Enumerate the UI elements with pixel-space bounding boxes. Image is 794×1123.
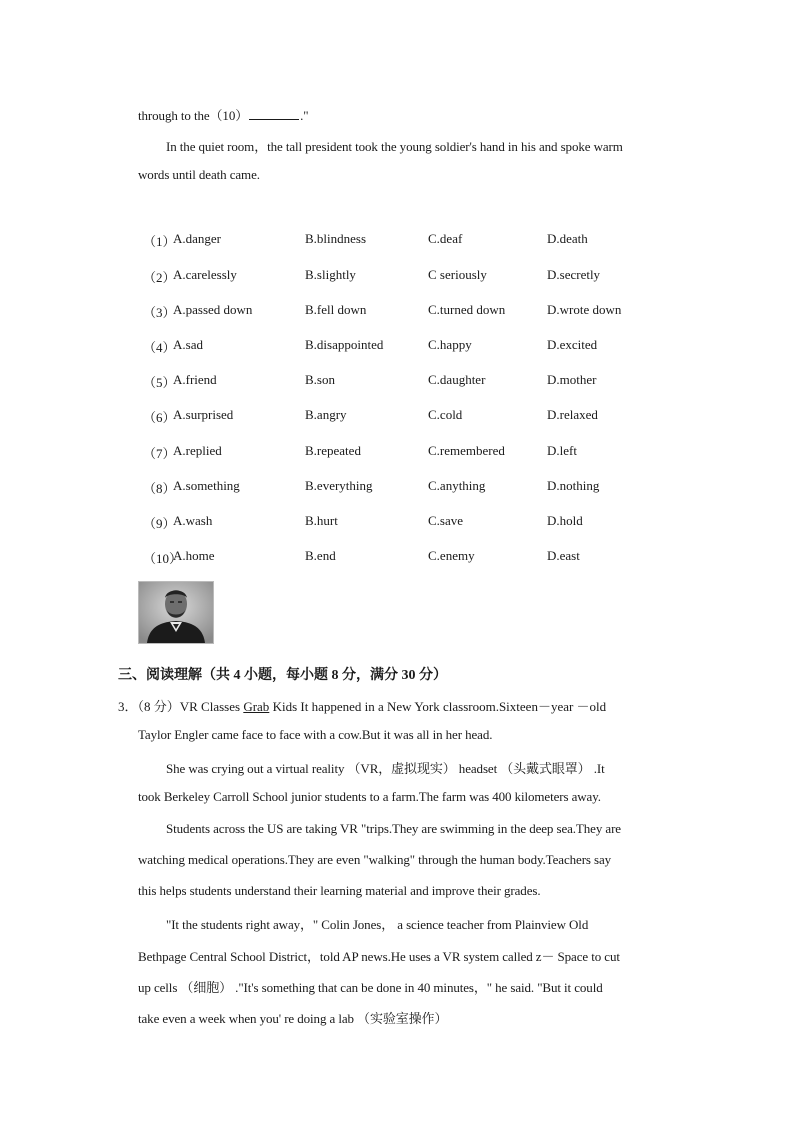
option-b: B.blindness [305, 231, 367, 246]
question-number: （9） [143, 516, 176, 531]
paragraph-line: take even a week when you' re doing a lab （实验室操作） [138, 1011, 448, 1026]
option-d: D.wrote down [547, 302, 622, 317]
option-a: A.friend [173, 372, 217, 387]
question-number: （7） [143, 446, 176, 461]
option-a: A.carelessly [173, 267, 237, 282]
paragraph-line: Students across the US are taking VR "trips.They are swimming in the deep sea.They are [166, 821, 621, 836]
question-number: （10） [143, 551, 183, 566]
option-b: B.repeated [305, 443, 361, 458]
option-b: B.hurt [305, 513, 338, 528]
option-c: C.remembered [428, 443, 505, 458]
option-a: A.passed down [173, 302, 253, 317]
option-d: D.east [547, 548, 580, 563]
section-heading: 三、阅读理解（共 4 小题，每小题 8 分，满分 30 分） [118, 668, 447, 683]
option-a: A.replied [173, 443, 222, 458]
paragraph-line: "It the students right away，" Colin Jones， a science teacher from Plainview Old [166, 917, 589, 932]
question-number: （8） [143, 481, 176, 496]
option-c: C.turned down [428, 302, 506, 317]
option-a: A.surprised [173, 407, 234, 422]
option-d: D.secretly [547, 267, 601, 282]
paragraph-line: words until death came. [138, 167, 260, 182]
option-c: C seriously [428, 267, 487, 282]
question-number: （2） [143, 270, 176, 285]
paragraph-line: Bethpage Central School District，told AP news.He uses a VR system called z－ Space to cut [138, 949, 620, 964]
paragraph-line: took Berkeley Carroll School junior students to a farm.The farm was 400 kilometers away. [138, 789, 601, 804]
option-b: B.son [305, 372, 335, 387]
cloze-ending-suffix: ." [300, 108, 309, 123]
option-c: C.enemy [428, 548, 475, 563]
question-3-title-line [118, 696, 674, 715]
option-b: B.everything [305, 478, 373, 493]
option-b: B.angry [305, 407, 347, 422]
underlined-word: Grab [243, 699, 270, 714]
question-3-title [118, 696, 606, 715]
question-number: （1） [143, 234, 176, 249]
option-a: A.something [173, 478, 240, 493]
option-a: A.sad [173, 337, 203, 352]
option-d: D.left [547, 443, 577, 458]
option-b: B.disappointed [305, 337, 384, 352]
cloze-ending-text: through to the（10） [138, 108, 249, 123]
option-d: D.nothing [547, 478, 600, 493]
option-c: C.deaf [428, 231, 463, 246]
option-c: C.save [428, 513, 464, 528]
option-c: C.daughter [428, 372, 486, 387]
option-a: A.wash [173, 513, 213, 528]
option-a: A.danger [173, 231, 222, 246]
option-d: D.relaxed [547, 407, 598, 422]
option-b: B.fell down [305, 302, 367, 317]
option-d: D.death [547, 231, 588, 246]
option-c: C.happy [428, 337, 472, 352]
question-number: （4） [143, 340, 176, 355]
option-b: B.slightly [305, 267, 356, 282]
paragraph-line: She was crying out a virtual reality （VR，虚拟现实） headset （头戴式眼罩） .It [166, 761, 605, 776]
question-3-label: 3．（8 分）VR Classes [118, 699, 244, 714]
option-d: D.excited [547, 337, 598, 352]
option-d: D.mother [547, 372, 597, 387]
paragraph-line: watching medical operations.They are even "walking" through the human body.Teachers say [138, 852, 612, 867]
cloze-ending-line [138, 105, 309, 124]
paragraph-line: In the quiet room，the tall president took the young soldier's hand in his and spoke warm [166, 139, 623, 154]
option-d: D.hold [547, 513, 583, 528]
question-number: （5） [143, 375, 176, 390]
question-number: （6） [143, 410, 176, 425]
paragraph-line: this helps students understand their learning material and improve their grades. [138, 883, 541, 898]
portrait-image [138, 581, 214, 644]
question-number: （3） [143, 305, 176, 320]
answer-blank [249, 108, 299, 120]
option-c: C.cold [428, 407, 463, 422]
paragraph-line: up cells （细胞） ."It's something that can be done in 40 minutes，" he said. "But it could [138, 980, 603, 995]
option-a: A.home [173, 548, 215, 563]
question-3-title-rest: Kids It happened in a New York classroom.Sixteen－year －old [269, 699, 607, 714]
paragraph-line: Taylor Engler came face to face with a cow.But it was all in her head. [138, 727, 493, 742]
option-b: B.end [305, 548, 336, 563]
option-c: C.anything [428, 478, 486, 493]
